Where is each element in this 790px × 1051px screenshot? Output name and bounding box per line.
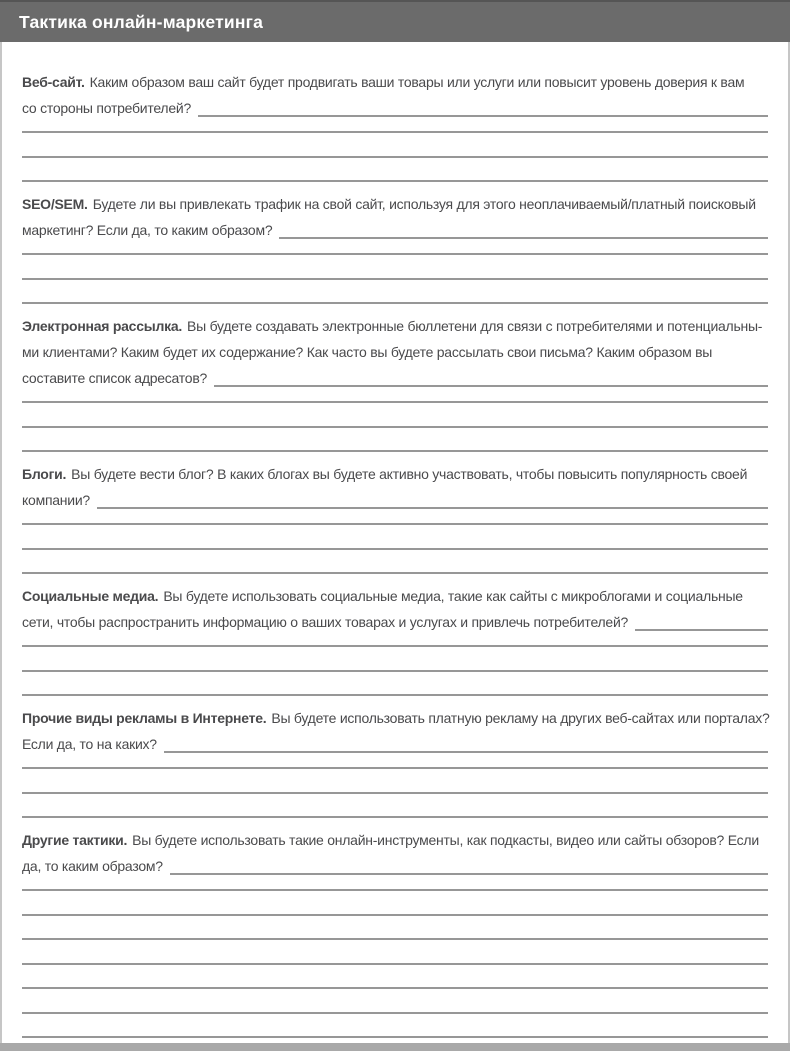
text-rows [22, 313, 768, 391]
section-text-row [22, 609, 768, 635]
section-text-row [22, 731, 768, 757]
answer-line [22, 769, 768, 794]
section-6 [22, 705, 768, 818]
answer-line [22, 635, 768, 647]
answer-line [22, 403, 768, 428]
section-question-text: маркетинг? Если да, то каким образом? [22, 222, 273, 238]
section-text-row [22, 313, 768, 339]
answer-line [22, 121, 768, 133]
section-text-row [22, 705, 768, 731]
answer-line-inline [164, 751, 768, 753]
answer-lines [22, 879, 768, 1038]
section-7 [22, 827, 768, 1038]
answer-line [22, 525, 768, 550]
answer-line-inline [97, 507, 768, 509]
section-question-text: составите список адресатов? [22, 370, 208, 386]
answer-line [22, 940, 768, 965]
section-question-text: Каким образом ваш сайт будет продвигать ваши товары или услуги или повысит уровень доверия к вам [89, 74, 745, 90]
answer-line [22, 1014, 768, 1039]
answer-line [22, 647, 768, 672]
section-question-text: Если да, то на каких? [22, 736, 157, 752]
section-question-text: Вы будете создавать электронные бюллетени для связи с потребителями и потенциальны- [187, 318, 763, 334]
answer-line [22, 550, 768, 575]
section-text-row [22, 487, 768, 513]
answer-lines [22, 121, 768, 182]
section-heading: Электронная рассылка . [22, 313, 182, 339]
section-question-text: Вы будете использовать такие онлайн-инструменты, как подкасты, видео или сайты обзоров? Если [132, 832, 759, 848]
answer-line [22, 672, 768, 697]
answer-line [22, 133, 768, 158]
answer-line-inline [279, 237, 768, 239]
answer-line [22, 989, 768, 1014]
section-heading: Социальные медиа . [22, 583, 158, 609]
answer-line [22, 243, 768, 255]
section-text-row [22, 217, 768, 243]
section-question-text: Вы будете использовать социальные медиа, такие как сайты с микроблогами и социальные [163, 588, 743, 604]
answer-lines [22, 391, 768, 452]
section-text-row [22, 827, 768, 853]
section-question-text: компании? [22, 492, 90, 508]
answer-line [22, 255, 768, 280]
card-bottom-edge [0, 1043, 790, 1051]
answer-lines [22, 757, 768, 818]
section-4 [22, 461, 768, 574]
section-text-row [22, 69, 768, 95]
section-heading: Веб-сайт . [22, 69, 85, 95]
answer-line-inline [635, 629, 768, 631]
section-question-text: Вы будете вести блог? В каких блогах вы будете активно участвовать, чтобы повысить популярность своей [71, 466, 748, 482]
section-text-row [22, 853, 768, 879]
section-text-row [22, 95, 768, 121]
answer-lines [22, 243, 768, 304]
section-text-row [22, 583, 768, 609]
text-rows [22, 461, 768, 513]
text-rows [22, 705, 768, 757]
answer-line [22, 879, 768, 891]
answer-lines [22, 513, 768, 574]
section-heading: Другие тактики . [22, 827, 127, 853]
section-5 [22, 583, 768, 696]
section-heading: Прочие виды рекламы в Интернете . [22, 705, 266, 731]
section-1 [22, 69, 768, 182]
answer-line [22, 391, 768, 403]
answer-line [22, 513, 768, 525]
text-rows [22, 191, 768, 243]
section-text-row [22, 461, 768, 487]
page-title: Тактика онлайн-маркетинга [19, 11, 264, 32]
sections [0, 42, 790, 1043]
section-heading: Блоги . [22, 461, 66, 487]
section-heading: SEO/SEM . [22, 191, 88, 217]
answer-line [22, 916, 768, 941]
section-text-row [22, 365, 768, 391]
section-3 [22, 313, 768, 452]
answer-line [22, 757, 768, 769]
answer-line [22, 280, 768, 305]
section-2 [22, 191, 768, 304]
answer-line [22, 428, 768, 453]
text-rows [22, 827, 768, 879]
section-question-text: Будете ли вы привлекать трафик на свой сайт, используя для этого неоплачиваемый/платный поисковый [92, 196, 756, 212]
section-question-text: ми клиентами? Каким будет их содержание? Как часто вы будете рассылать свои письма? Каким образом вы [22, 344, 713, 360]
answer-line-inline [170, 873, 768, 875]
worksheet-header [0, 0, 790, 42]
text-rows [22, 583, 768, 635]
section-question-text: со стороны потребителей? [22, 100, 191, 116]
answer-line [22, 794, 768, 819]
section-question-text: сети, чтобы распространить информацию о ваших товарах и услугах и привлечь потребителей? [22, 614, 629, 630]
answer-lines [22, 635, 768, 696]
answer-line-inline [198, 115, 768, 117]
answer-line [22, 965, 768, 990]
answer-line-inline [214, 385, 768, 387]
section-question-text: Вы будете использовать платную рекламу на других веб-сайтах или порталах? [271, 710, 770, 726]
section-text-row [22, 191, 768, 217]
answer-line [22, 158, 768, 183]
section-question-text: да, то каким образом? [22, 858, 163, 874]
section-text-row [22, 339, 768, 365]
answer-line [22, 891, 768, 916]
text-rows [22, 69, 768, 121]
